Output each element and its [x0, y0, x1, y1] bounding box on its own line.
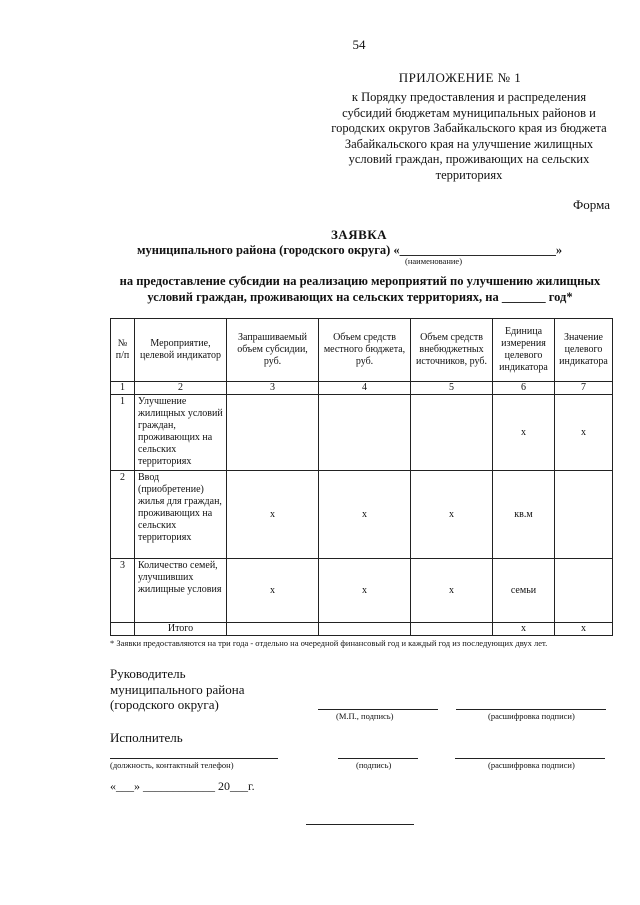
col-number: 1 — [111, 382, 135, 395]
subsidy-table — [110, 318, 613, 636]
exec-position-hint: (должность, контактный телефон) — [110, 760, 234, 770]
head-decode-hint: (расшифровка подписи) — [488, 711, 575, 721]
form-label: Форма — [573, 197, 610, 212]
header-local-budget: Объем средств местного бюджета, руб. — [319, 319, 411, 382]
row-local: х — [319, 471, 411, 559]
exec-decode-hint: (расшифровка подписи) — [488, 760, 575, 770]
col-number: 6 — [493, 382, 555, 395]
table-row — [111, 559, 613, 623]
header-measure: Мероприятие, целевой индикатор — [135, 319, 227, 382]
exec-decode-line — [455, 758, 605, 759]
row-value: х — [555, 395, 613, 471]
header-value: Значение целевого индикатора — [555, 319, 613, 382]
row-local: х — [319, 559, 411, 623]
appendix-line: субсидий бюджетам муниципальных районов и — [342, 105, 596, 120]
row-unit: кв.м — [493, 471, 555, 559]
exec-sign-line — [338, 758, 418, 759]
appendix-title: ПРИЛОЖЕНИЕ № 1 — [398, 70, 522, 85]
appendix-line: городских округов Забайкальского края из бюджета — [331, 121, 607, 135]
header-extra-budget: Объем средств внебюджетных источников, руб. — [411, 319, 493, 382]
row-local — [319, 395, 411, 471]
appendix-text — [318, 90, 620, 183]
total-empty — [111, 623, 135, 636]
row-extra: х — [411, 471, 493, 559]
row-label: Улучшение жилищных условий граждан, проживающих на сельских территориях — [135, 395, 227, 471]
header-unit: Единица измерения целевого индикатора — [493, 319, 555, 382]
appendix-line: территориях — [435, 167, 503, 182]
request-subtitle — [110, 273, 610, 305]
row-requested: х — [227, 471, 319, 559]
total-label: Итого — [135, 623, 227, 636]
head-line: Руководитель — [110, 666, 186, 681]
row-extra — [411, 395, 493, 471]
row-unit: семьи — [493, 559, 555, 623]
request-title: ЗАЯВКА — [330, 227, 388, 242]
head-line: (городского округа) — [110, 697, 219, 712]
col-number: 2 — [135, 382, 227, 395]
total-empty — [411, 623, 493, 636]
row-unit: х — [493, 395, 555, 471]
total-empty — [227, 623, 319, 636]
col-number: 5 — [411, 382, 493, 395]
head-sign-line — [318, 709, 438, 710]
total-row — [111, 623, 613, 636]
row-num: 2 — [111, 471, 135, 559]
request-subtitle-line: на предоставление субсидии на реализацию мероприятий по улучшению жилищных — [119, 274, 601, 288]
row-requested — [227, 395, 319, 471]
row-num: 3 — [111, 559, 135, 623]
name-hint: (наименование) — [405, 256, 463, 266]
header-requested: Запрашиваемый объем субсидии, руб. — [227, 319, 319, 382]
table-row — [111, 395, 613, 471]
row-value — [555, 559, 613, 623]
table-row — [111, 471, 613, 559]
head-signature-label — [110, 666, 244, 713]
head-sign-hint: (М.П., подпись) — [336, 711, 394, 721]
col-number: 4 — [319, 382, 411, 395]
row-num: 1 — [111, 395, 135, 471]
request-municipality-line: муниципального района (городского округа) «_________________________» — [137, 243, 563, 257]
appendix-line: условий граждан, проживающих на сельских — [348, 152, 590, 166]
row-value — [555, 471, 613, 559]
request-subtitle-line: условий граждан, проживающих на сельских территориях, на _______ год* — [147, 290, 573, 304]
col-number: 3 — [227, 382, 319, 395]
row-requested: х — [227, 559, 319, 623]
row-label: Ввод (приобретение) жилья для граждан, проживающих на сельских территориях — [135, 471, 227, 559]
page-number: 54 — [352, 37, 366, 52]
row-label: Количество семей, улучшивших жилищные условия — [135, 559, 227, 623]
bottom-rule — [306, 824, 414, 825]
footnote: * Заявки предоставляются на три года - отдельно на очередной финансовый год и каждый год из последующих двух лет. — [110, 638, 548, 648]
header-num: № п/п — [111, 319, 135, 382]
head-line: муниципального района — [110, 681, 245, 697]
total-unit: х — [493, 623, 555, 636]
exec-position-line — [110, 758, 278, 759]
col-number: 7 — [555, 382, 613, 395]
appendix-line: к Порядку предоставления и распределения — [351, 90, 587, 104]
executor-label: Исполнитель — [110, 730, 183, 745]
column-number-row — [111, 382, 613, 395]
total-value: х — [555, 623, 613, 636]
table-header-row — [111, 319, 613, 382]
appendix-line: Забайкальского края на улучшение жилищных — [344, 136, 594, 151]
row-extra: х — [411, 559, 493, 623]
exec-sign-hint: (подпись) — [356, 760, 392, 770]
date-line: «___» ____________ 20___г. — [110, 779, 255, 793]
head-decode-line — [456, 709, 606, 710]
total-empty — [319, 623, 411, 636]
